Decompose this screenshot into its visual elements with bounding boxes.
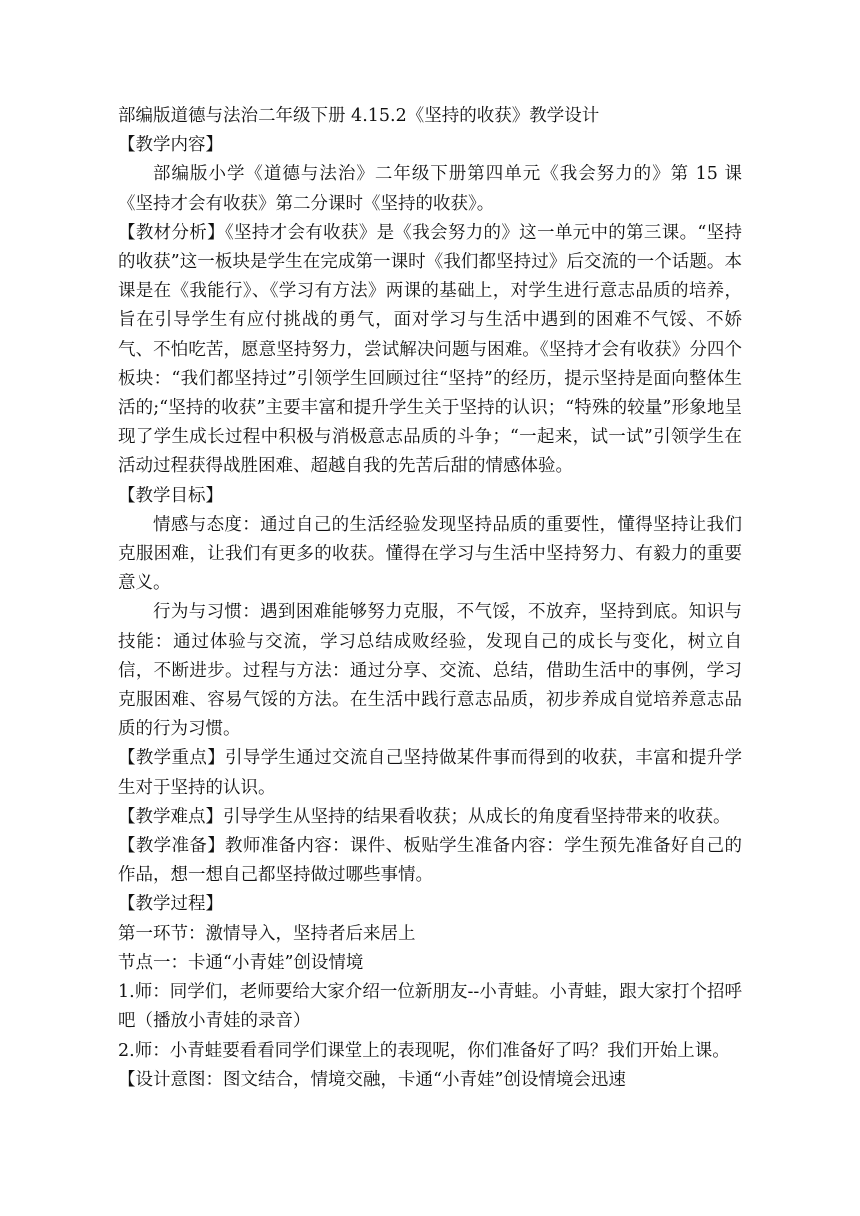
preparation-label: 【教学准备】 <box>118 836 226 857</box>
preparation-text: 教师准备内容：课件、板贴学生准备内容：学生预先准备好自己的作品，想一想自己都坚持做过哪些事情。 <box>118 836 742 886</box>
design-intent: 【设计意图：图文结合，情境交融，卡通“小青娃”创设情境会迅速 <box>118 1069 626 1090</box>
goals-paragraph-1: 情感与态度：通过自己的生活经验发现坚持品质的重要性，懂得坚持让我们克服困难，让我们有更多的收获。懂得在学习与生活中坚持努力、有毅力的重要意义。 <box>118 514 742 594</box>
node-1-title: 节点一：卡通“小青娃”创设情境 <box>118 952 364 973</box>
key-point-label: 【教学重点】 <box>118 748 226 769</box>
goals-heading: 【教学目标】 <box>118 485 223 506</box>
preparation-paragraph <box>118 832 742 890</box>
difficulty-label: 【教学难点】 <box>118 806 223 827</box>
content-heading: 【教学内容】 <box>118 135 223 156</box>
step-1-title: 第一环节：激情导入，坚持者后来居上 <box>118 923 416 944</box>
analysis-text: 《坚持才会有收获》是《我会努力的》这一单元中的第三课。“坚持的收获”这一板块是学生在完成第一课时《我们都坚持过》后交流的一个话题。本课是在《我能行》、《学习有方法》两课的基础上，对学生进行意志品质的培养，旨在引导学生有应付挑战的勇气，面对学习与生活中遇到的困难不气馁、不娇气、不怕吃苦，愿意坚持努力，尝试解决问题与困难。《坚持才会有收获》分四个板块：“我们都坚持过”引领学生回顾过往“坚持”的经历，提示坚持是面向整体生活的;“坚持的收获”主要丰富和提升学生关于坚持的认识；“特殊的较量”形象地呈现了学生成长过程中积极与消极意志品质的斗争；“一起来，试一试”引领学生在活动过程获得战胜困难、超越自我的先苦后甜的情感体验。 <box>118 222 742 477</box>
goals-paragraph-2: 行为与习惯：遇到困难能够努力克服，不气馁，不放弃，坚持到底。知识与技能：通过体验与交流，学习总结成败经验，发现自己的成长与变化，树立自信，不断进步。过程与方法：通过分享、交流、总结，借助生活中的事例，学习克服困难、容易气馁的方法。在生活中践行意志品质，初步养成自觉培养意志品质的行为习惯。 <box>118 602 742 740</box>
content-text: 部编版小学《道德与法治》二年级下册第四单元《我会努力的》第 15 课《坚持才会有收获》第二分课时《坚持的收获》。 <box>118 164 742 214</box>
process-item-2: 2.师：小青蛙要看看同学们课堂上的表现呢，你们准备好了吗？我们开始上课。 <box>118 1040 730 1061</box>
document-title: 部编版道德与法治二年级下册 4.15.2《坚持的收获》教学设计 <box>118 106 600 126</box>
analysis-paragraph <box>118 219 742 482</box>
process-heading: 【教学过程】 <box>118 894 223 915</box>
key-point-text: 引导学生通过交流自己坚持做某件事而得到的收获，丰富和提升学生对于坚持的认识。 <box>118 748 742 798</box>
process-item-1: 1.师：同学们，老师要给大家介绍一位新朋友--小青蛙。小青蛙，跟大家打个招呼吧（播放小青娃的录音） <box>118 982 742 1032</box>
analysis-label: 【教材分析】 <box>118 222 225 243</box>
document-page <box>118 102 742 1095</box>
difficulty-paragraph <box>118 803 742 832</box>
key-point-paragraph <box>118 744 742 802</box>
difficulty-text: 引导学生从坚持的结果看收获；从成长的角度看坚持带来的收获。 <box>223 806 731 827</box>
